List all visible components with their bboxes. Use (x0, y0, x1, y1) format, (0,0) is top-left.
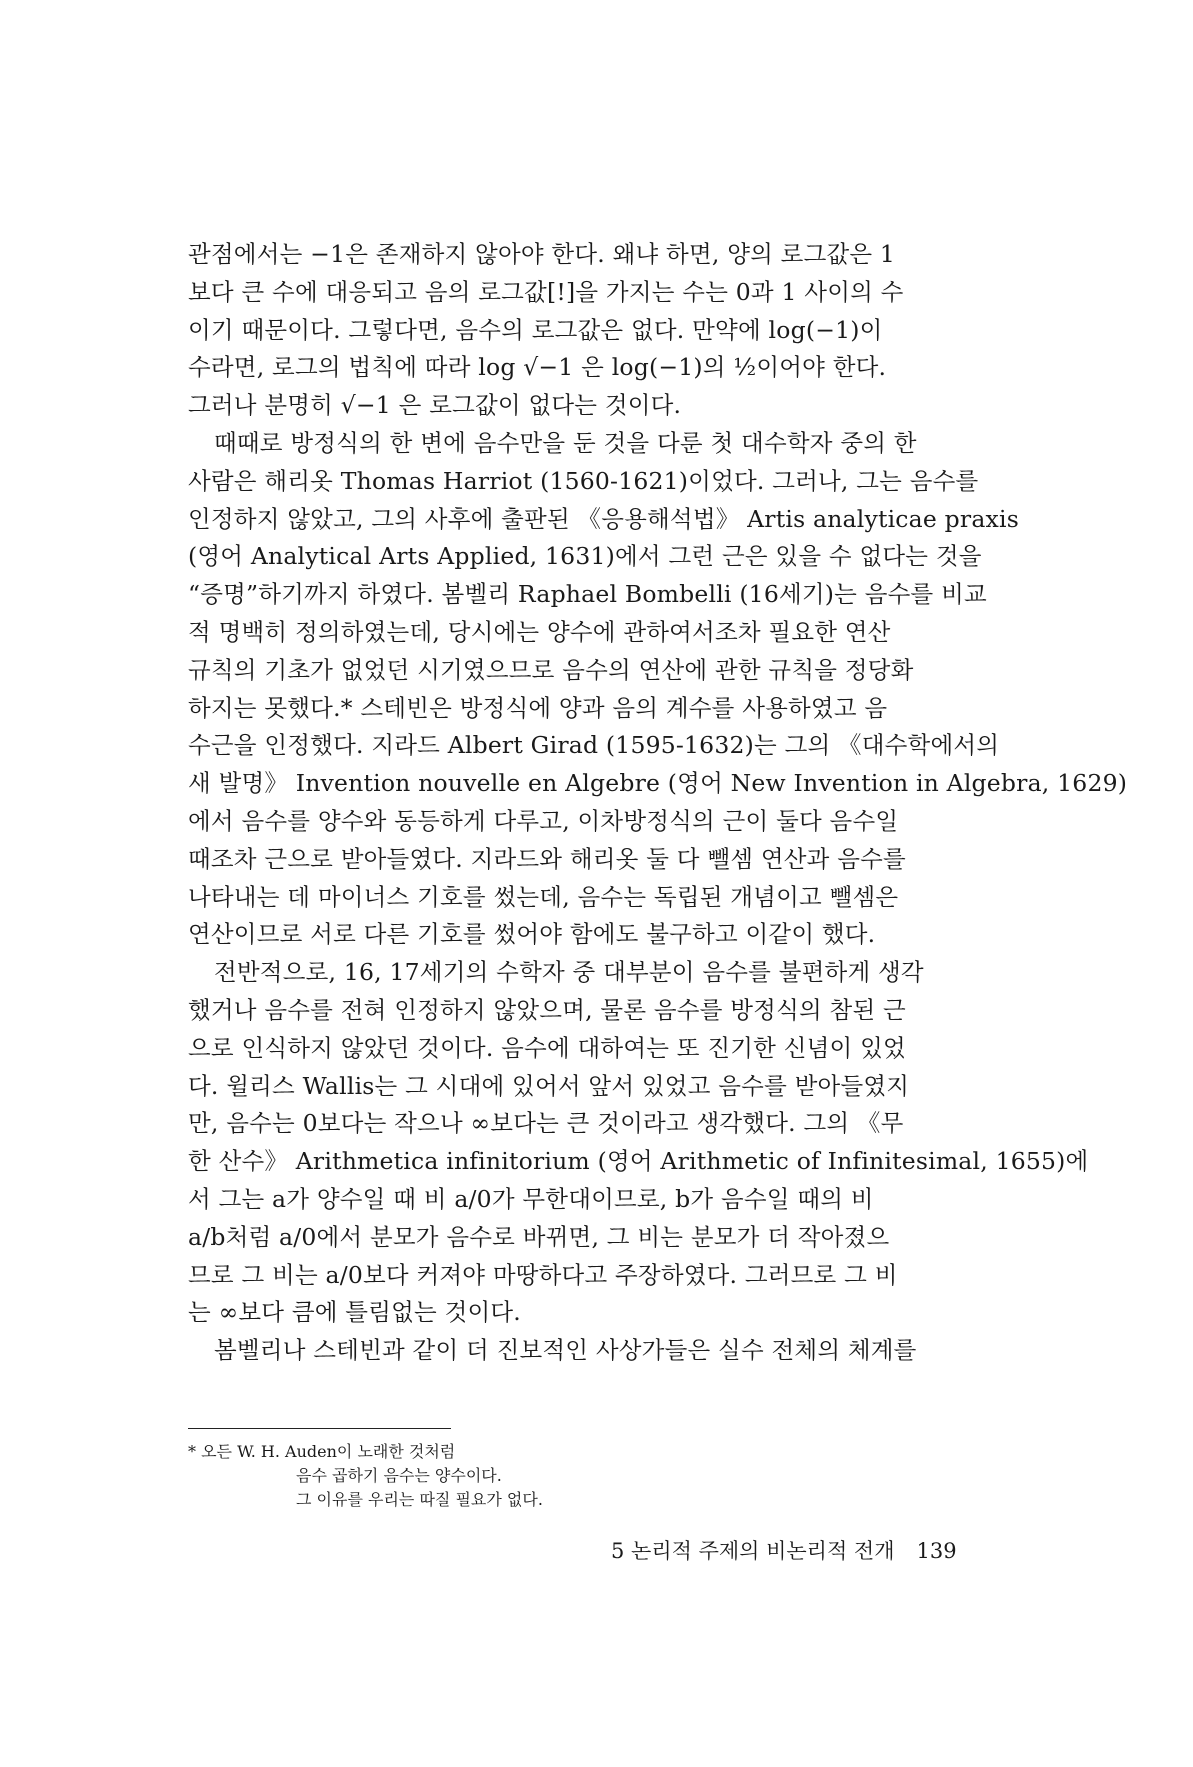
footnote-divider (188, 1428, 451, 1429)
text-line: 하지는 못했다.* 스테빈은 방정식에 양과 음의 계수를 사용하였고 음 (188, 693, 888, 722)
text-line: 연산이므로 서로 다른 기호를 썼어야 함에도 불구하고 이같이 했다. (188, 920, 876, 949)
text-line: 새 발명》 Invention nouvelle en Algebre (영어 New Invention in Algebra, 1629) (188, 769, 1128, 798)
text-line: 사람은 해리옷 Thomas Harriot (1560-1621)이었다. 그러나, 그는 음수를 (188, 466, 979, 495)
text-line: 만, 음수는 0보다는 작으나 ∞보다는 큰 것이라고 생각했다. 그의 《무 (188, 1109, 904, 1138)
text-line: 수라면, 로그의 법칙에 따라 log √−1 은 log(−1)의 ½이어야 한다. (188, 353, 887, 382)
paragraph-start-line: 전반적으로, 16, 17세기의 수학자 중 대부분이 음수를 불편하게 생각 (214, 958, 924, 987)
running-footer (611, 1537, 1011, 1565)
text-line: 한 산수》 Arithmetica infinitorium (영어 Arithmetic of Infinitesimal, 1655)에 (188, 1147, 1089, 1176)
footnote-verse-line: 그 이유를 우리는 따질 필요가 없다. (296, 1490, 543, 1509)
text-line: 보다 큰 수에 대응되고 음의 로그값[!]을 가지는 수는 0과 1 사이의 수 (188, 277, 904, 306)
text-line: 했거나 음수를 전혀 인정하지 않았으며, 물론 음수를 방정식의 참된 근 (188, 995, 906, 1024)
text-line: 관점에서는 −1은 존재하지 않아야 한다. 왜냐 하면, 양의 로그값은 1 (188, 240, 896, 268)
text-line: 므로 그 비는 a/0보다 커져야 마땅하다고 주장하였다. 그러므로 그 비 (188, 1260, 898, 1289)
text-line: 이기 때문이다. 그렇다면, 음수의 로그값은 없다. 만약에 log(−1)이 (188, 315, 883, 344)
text-line: 다. 윌리스 Wallis는 그 시대에 있어서 앞서 있었고 음수를 받아들였지 (188, 1071, 910, 1100)
text-line: a/b처럼 a/0에서 분모가 음수로 바뀌면, 그 비는 분모가 더 작아졌으 (188, 1222, 890, 1251)
footnote-verse-line: 음수 곱하기 음수는 양수이다. (296, 1466, 502, 1485)
paragraph-start-line: 봄벨리나 스테빈과 같이 더 진보적인 사상가들은 실수 전체의 체계를 (214, 1336, 917, 1365)
text-line: 서 그는 a가 양수일 때 비 a/0가 무한대이므로, b가 음수일 때의 비 (188, 1184, 874, 1213)
footnote (188, 1440, 888, 1512)
chapter-title: 5 논리적 주제의 비논리적 전개 (611, 1539, 895, 1563)
text-line: 는 ∞보다 큼에 틀림없는 것이다. (188, 1298, 521, 1327)
text-line: (영어 Analytical Arts Applied, 1631)에서 그런 근은 있을 수 없다는 것을 (188, 542, 982, 571)
text-line: 나타내는 데 마이너스 기호를 썼는데, 음수는 독립된 개념이고 뺄셈은 (188, 882, 899, 911)
main-text (188, 236, 1128, 1370)
text-line: 으로 인식하지 않았던 것이다. 음수에 대하여는 또 진기한 신념이 있었 (188, 1033, 906, 1062)
text-line: 에서 음수를 양수와 동등하게 다루고, 이차방정식의 근이 둘다 음수일 (188, 806, 899, 835)
text-line: “증명”하기까지 하였다. 봄벨리 Raphael Bombelli (16세기)는 음수를 비교 (188, 580, 987, 609)
paragraph-start-line: 때때로 방정식의 한 변에 음수만을 둔 것을 다룬 첫 대수학자 중의 한 (214, 428, 917, 457)
text-line: 때조차 근으로 받아들였다. 지라드와 해리옷 둘 다 뺄셈 연산과 음수를 (188, 844, 906, 873)
page-number: 139 (916, 1539, 957, 1563)
text-line: 인정하지 않았고, 그의 사후에 출판된 《응용해석법》 Artis analyticae praxis (188, 504, 1019, 533)
text-line: 수근을 인정했다. 지라드 Albert Girad (1595-1632)는 그의 《대수학에서의 (188, 731, 1000, 760)
text-line: 그러나 분명히 √−1 은 로그값이 없다는 것이다. (188, 391, 682, 420)
footnote-line: * 오든 W. H. Auden이 노래한 것처럼 (188, 1442, 456, 1461)
text-line: 적 명백히 정의하였는데, 당시에는 양수에 관하여서조차 필요한 연산 (188, 617, 891, 646)
text-line: 규칙의 기초가 없었던 시기였으므로 음수의 연산에 관한 규칙을 정당화 (188, 655, 914, 684)
